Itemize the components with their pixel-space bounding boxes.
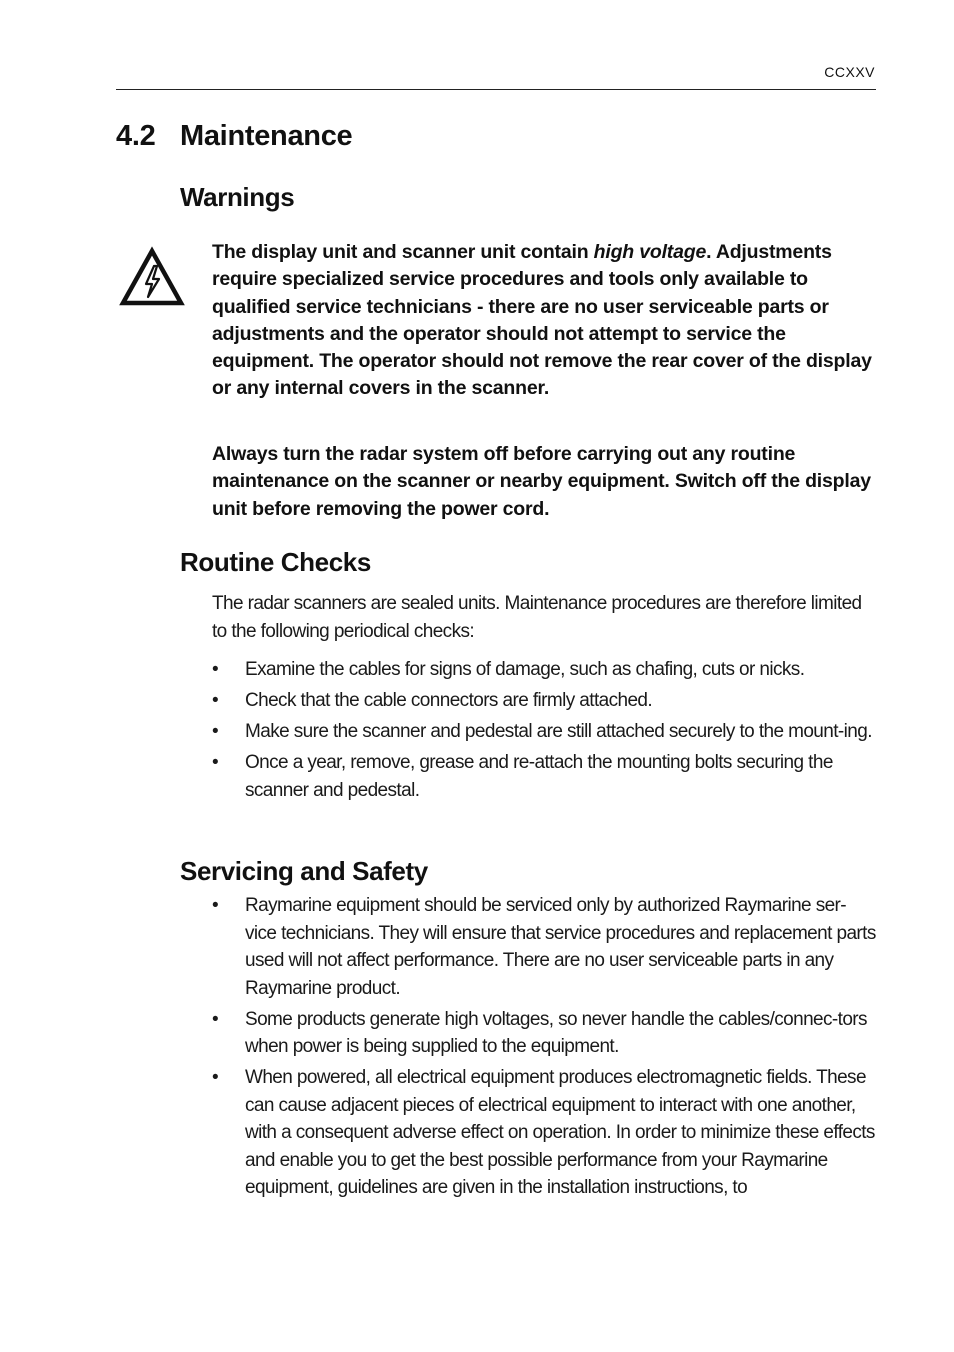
list-item [212, 718, 876, 746]
warning-paragraph-2: Always turn the radar system off before carrying out any routine maintenance on the scanner or nearby equipment. Switch off the display unit before removing the power cord. [212, 443, 871, 520]
warning-paragraph-1 [212, 239, 876, 403]
list-item [212, 1064, 876, 1202]
routine-checks-intro: The radar scanners are sealed units. Maintenance procedures are therefore limited to the following periodical checks: [212, 593, 862, 642]
bullet: • [212, 659, 219, 680]
bullet: • [212, 895, 219, 916]
bullet: • [212, 1067, 219, 1088]
routine-checks-heading: Routine Checks [180, 547, 371, 577]
section-title [116, 120, 352, 153]
list-item [212, 1006, 876, 1061]
page-number: CCXXV [824, 64, 875, 80]
bullet: • [212, 1008, 219, 1030]
list-item [212, 892, 876, 1002]
list-item-text: Some products generate high voltages, so never handle the cables/connec-tors when power is being supplied to the equipment. [245, 1008, 867, 1057]
warning-emphasis: high voltage [593, 241, 707, 263]
bullet: • [212, 752, 219, 773]
list-item [212, 656, 876, 684]
warnings-heading: Warnings [180, 182, 295, 212]
list-item-text: Once a year, remove, grease and re-attach the mounting bolts securing the scanner and pedestal. [245, 752, 833, 801]
warning-text-start: The display unit and scanner unit contain [212, 241, 594, 263]
servicing-safety-list [212, 892, 876, 1205]
list-item-text: Raymarine equipment should be serviced only by authorized Raymarine ser-vice technicians. They will ensure that service procedures and replacement parts used will not affect performance. There are no user serviceable parts in any Raymarine product. [245, 895, 876, 999]
section-title-text: Maintenance [180, 120, 353, 152]
list-item [212, 687, 876, 715]
list-item-text: When powered, all electrical equipment produces electromagnetic fields. These can cause adjacent pieces of electrical equipment to interact with one another, with a consequent adverse effect on operation. In order to minimize these effects and enable you to get the best possible performance from your Raymarine equipment, guidelines are given in the installation instructions, to [245, 1067, 875, 1198]
routine-checks-list [212, 656, 876, 808]
bullet: • [212, 690, 219, 711]
high-voltage-warning-icon [119, 246, 185, 308]
servicing-safety-heading: Servicing and Safety [180, 856, 428, 886]
warning-text-rest: . Adjustments require specialized service procedures and tools only available to qualified service technicians - there are no user serviceable parts or adjustments and the operator should not attempt to service the equipment. The operator should not remove the rear cover of the display or any internal covers in the scanner. [212, 241, 872, 400]
list-item [212, 749, 876, 804]
list-item-text: Make sure the scanner and pedestal are still attached securely to the mount-ing. [245, 721, 872, 742]
list-item-text: Examine the cables for signs of damage, such as chafing, cuts or nicks. [245, 659, 805, 680]
header-rule [116, 89, 876, 90]
bullet: • [212, 721, 219, 742]
section-number: 4.2 [116, 120, 156, 152]
list-item-text: Check that the cable connectors are firmly attached. [245, 690, 653, 711]
